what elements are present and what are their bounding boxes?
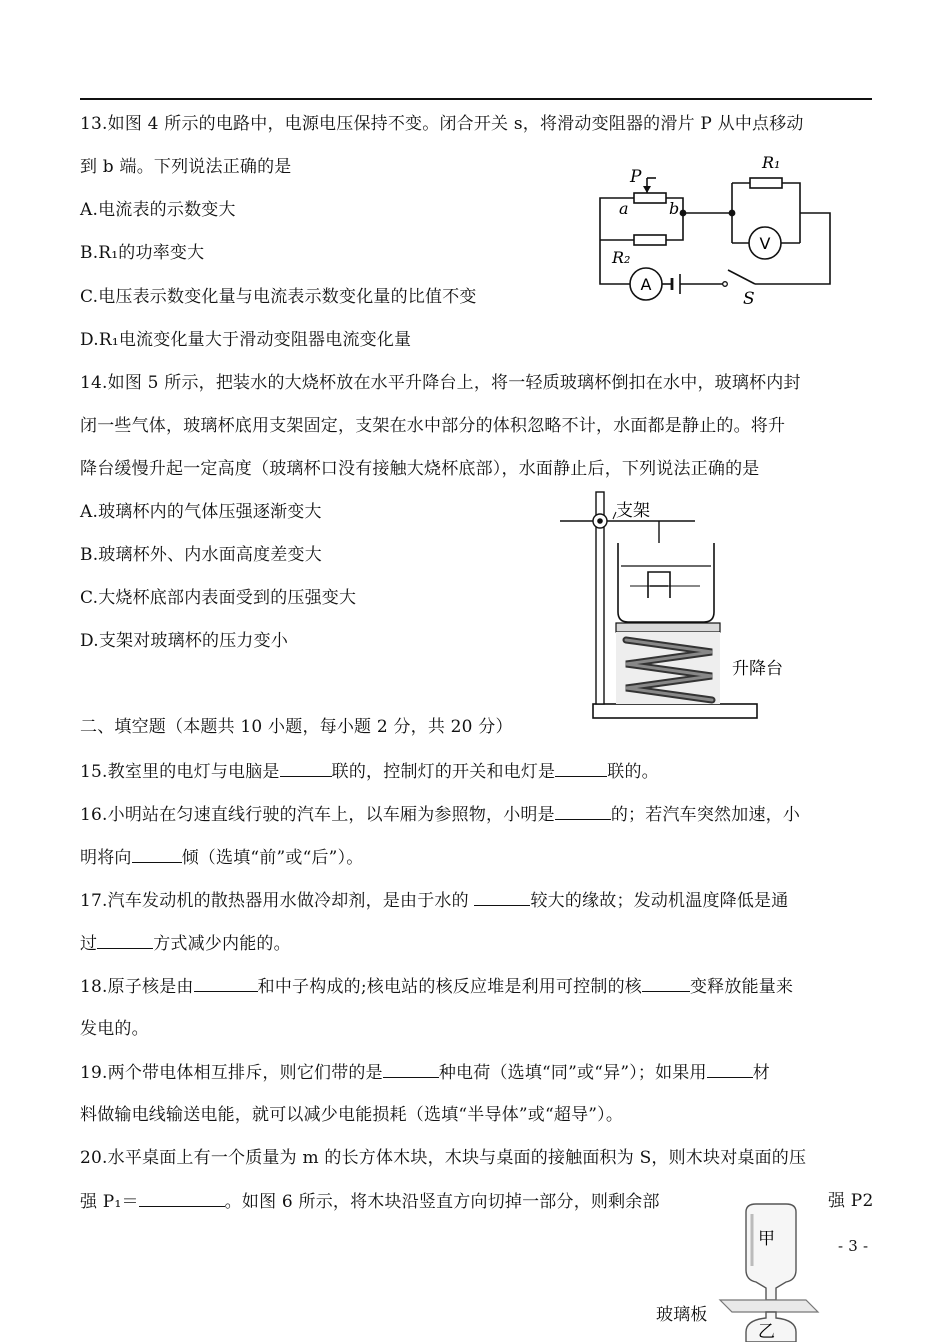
q15-text-2: 联的，控制灯的开关和电灯是 [331,762,556,782]
glass-plate-label: 玻璃板 [656,1305,708,1325]
q14-stem-line3: 降台缓慢升起一定高度（玻璃杯口没有接触大烧杯底部），水面静止后，下列说法正确的是 [80,459,760,479]
q18-blank-1[interactable] [194,976,258,992]
q14-stem-line2: 闭一些气体，玻璃杯底用支架固定，支架在水中部分的体积忽略不计，水面都是静止的。将升 [80,416,786,436]
q14-option-d: D.支架对玻璃杯的压力变小 [80,631,289,651]
bottle-yi-label: 乙 [758,1322,775,1342]
bottle-jia-label: 甲 [758,1229,775,1249]
q19-text-2: 种电荷（选填“同”或“异”）；如果用 [438,1063,707,1083]
q15-line [80,761,659,782]
q16-line2 [80,847,363,868]
q20-text-3: 强 P2 [828,1191,874,1211]
resistor-r1-label: R₁ [762,153,781,172]
bottles-diagram [700,1186,830,1342]
q20-line1: 20.水平桌面上有一个质量为 m 的长方体木块，木块与桌面的接触面积为 S，则木块对桌面的压 [80,1148,807,1168]
q20-blank-1[interactable] [139,1191,225,1207]
q16-text-3: 明将向 [80,848,132,868]
q17-line2 [80,933,291,954]
q16-text-4: 倾（选填“前”或“后”）。 [181,848,364,868]
q13-stem-line2: 到 b 端。下列说法正确的是 [80,157,292,177]
q13-option-d: D.R₁电流变化量大于滑动变阻器电流变化量 [80,330,412,350]
q19-text-1: 19.两个带电体相互排斥，则它们带的是 [80,1063,383,1083]
q17-blank-2[interactable] [97,933,153,949]
q17-text-1: 17.汽车发动机的散热器用水做冷却剂，是由于水的 [80,891,475,911]
q19-line2: 料做输电线输送电能，就可以减少电能损耗（选填“半导体”或“超导”）。 [80,1105,624,1125]
q17-text-2: 较大的缘故；发动机温度降低是通 [530,891,789,911]
q18-line2: 发电的。 [80,1019,149,1039]
beaker-lift-diagram [555,488,825,723]
q17-text-3: 过 [80,934,98,954]
q13-option-b: B.R₁的功率变大 [80,243,205,263]
circuit-diagram [590,150,840,310]
ammeter-label: A [640,275,652,294]
rheostat-end-a-label: a [619,199,629,218]
q19-blank-1[interactable] [383,1062,439,1078]
rheostat-end-b-label: b [669,199,680,218]
q19-blank-2[interactable] [707,1062,753,1078]
q18-text-2: 和中子构成的;核电站的核反应堆是利用可控制的核 [257,977,642,997]
section-fill-in-title: 二、填空题（本题共 10 小题，每小题 2 分，共 20 分） [80,717,513,737]
q14-option-a: A.玻璃杯内的气体压强逐渐变大 [80,502,322,522]
header-rule [80,98,872,100]
q16-blank-2[interactable] [132,847,182,863]
stand-label: 支架 [616,501,650,521]
switch-s-label: S [743,289,755,309]
q18-blank-2[interactable] [642,976,690,992]
q16-text-1: 16.小明站在匀速直线行驶的汽车上，以车厢为参照物，小明是 [80,805,555,825]
q16-line1 [80,804,800,825]
q15-blank-2[interactable] [555,761,607,777]
q17-text-4: 方式减少内能的。 [153,934,291,954]
q16-blank-1[interactable] [555,804,611,820]
q17-line1 [80,890,788,911]
page-number: - 3 - [838,1237,869,1255]
q20-line2 [80,1191,660,1212]
resistor-r2-label: R₂ [612,248,631,267]
q14-option-b: B.玻璃杯外、内水面高度差变大 [80,545,322,565]
voltmeter-label: V [759,234,771,253]
q18-text-3: 变释放能量来 [689,977,794,997]
q15-text-3: 联的。 [607,762,659,782]
q15-text-1: 15.教室里的电灯与电脑是 [80,762,280,782]
q18-line1 [80,976,793,997]
q20-text-2: 。如图 6 所示，将木块沿竖直方向切掉一部分，则剩余部 [224,1192,660,1212]
q19-text-3: 材 [752,1063,770,1083]
q16-text-2: 的；若汽车突然加速，小 [610,805,801,825]
q19-line1 [80,1062,770,1083]
q13-option-c: C.电压表示数变化量与电流表示数变化量的比值不变 [80,287,477,307]
q13-stem-line1: 13.如图 4 所示的电路中，电源电压保持不变。闭合开关 s，将滑动变阻器的滑片 P 从中点移动 [80,114,804,134]
q18-text-1: 18.原子核是由 [80,977,194,997]
lift-platform-label: 升降台 [732,659,783,679]
q20-text-1: 强 P₁＝ [80,1192,139,1212]
q14-option-c: C.大烧杯底部内表面受到的压强变大 [80,588,357,608]
q13-option-a: A.电流表的示数变大 [80,200,236,220]
rheostat-slider-p-label: P [630,167,642,187]
q15-blank-1[interactable] [280,761,332,777]
q17-blank-1[interactable] [474,890,530,906]
q14-stem-line1: 14.如图 5 所示，把装水的大烧杯放在水平升降台上，将一轻质玻璃杯倒扣在水中，玻璃杯内封 [80,373,801,393]
